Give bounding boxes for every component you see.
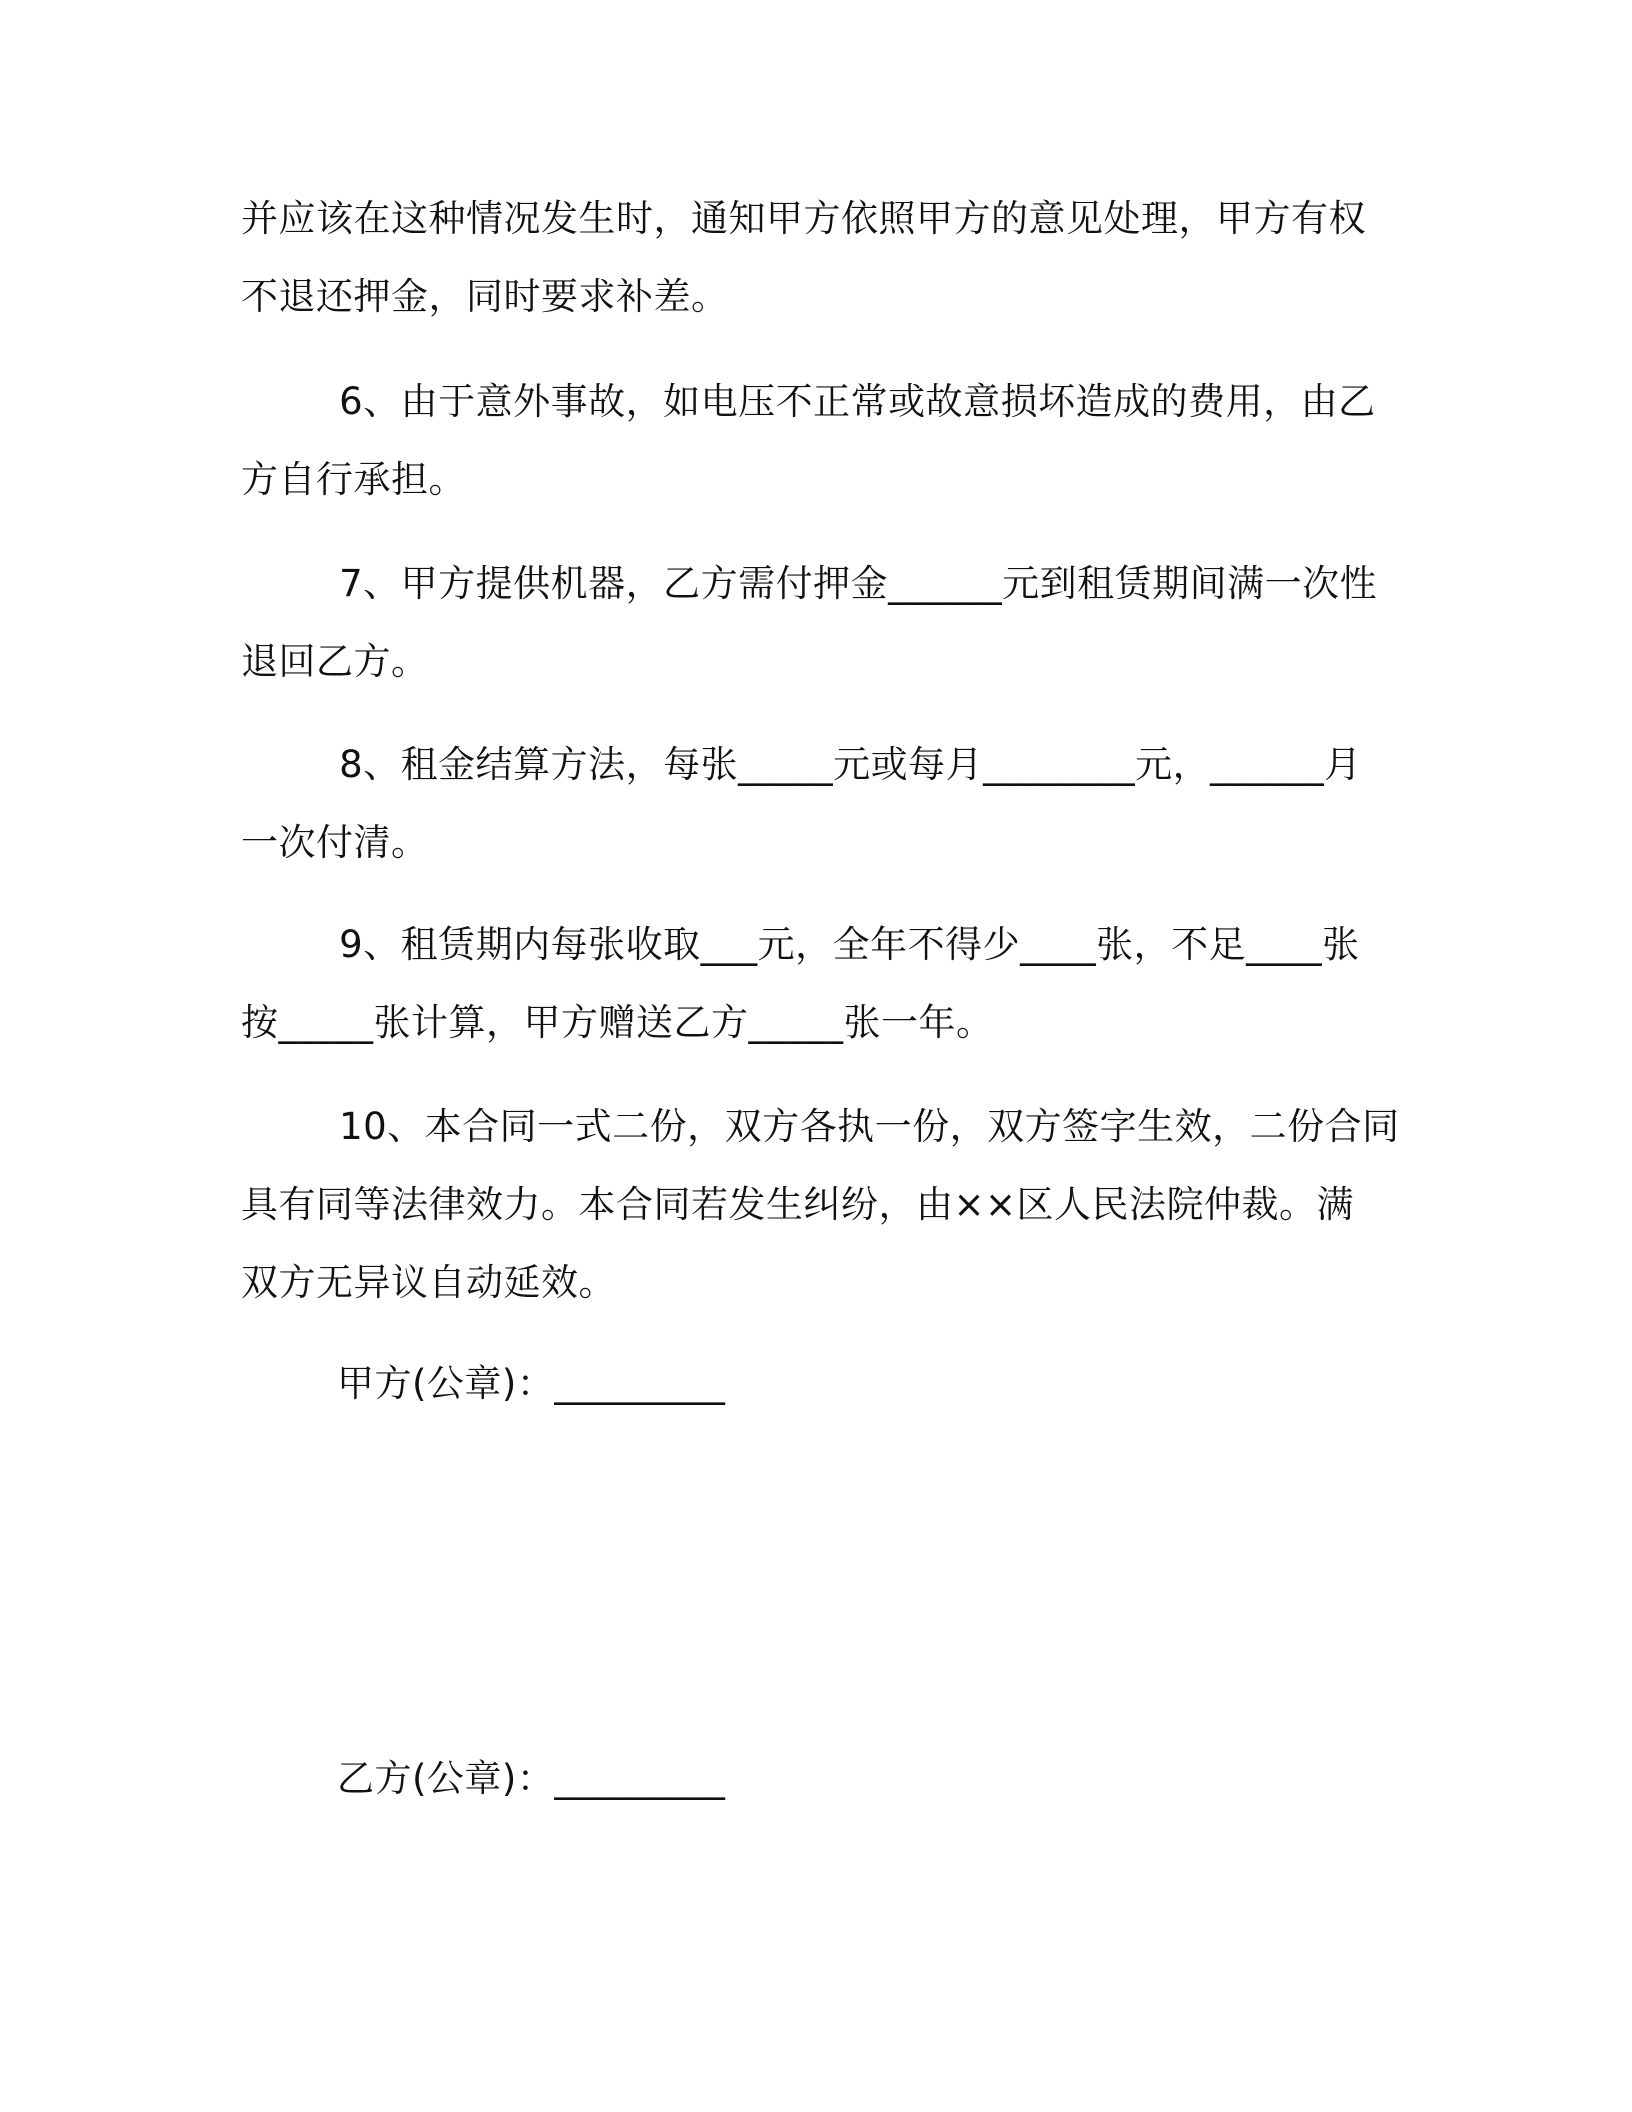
text-line: 7、甲方提供机器，乙方需付押金______元到租赁期间满一次性: [241, 562, 1378, 605]
text-line: 按_____张计算，甲方赠送乙方_____张一年。: [241, 1001, 994, 1044]
signature-party-a: 甲方(公章)：_________: [337, 1362, 726, 1405]
text-line: 6、由于意外事故，如电压不正常或故意损坏造成的费用，由乙: [241, 380, 1376, 423]
clause-9: [241, 906, 1381, 1062]
text-line: 10、本合同一式二份，双方各执一份，双方签字生效，二份合同: [241, 1105, 1400, 1148]
text-line: 并应该在这种情况发生时，通知甲方依照甲方的意见处理，甲方有权: [241, 197, 1366, 240]
text-line: 8、租金结算方法，每张_____元或每月________元，______月: [241, 743, 1362, 786]
text-line: 具有同等法律效力。本合同若发生纠纷，由××区人民法院仲裁。满: [241, 1183, 1355, 1226]
clause-6: [241, 363, 1381, 519]
paragraph-continuation: [241, 180, 1381, 336]
clause-10: [241, 1088, 1400, 1322]
text-line: 9、租赁期内每张收取___元，全年不得少____张，不足____张: [241, 923, 1360, 966]
clause-8: [241, 726, 1381, 882]
text-line: 退回乙方。: [241, 640, 429, 683]
text-line: 双方无异议自动延效。: [241, 1261, 616, 1304]
text-line: 不退还押金，同时要求补差。: [241, 275, 729, 318]
text-line: 方自行承担。: [241, 458, 466, 501]
text-line: 一次付清。: [241, 821, 429, 864]
signature-party-b: 乙方(公章)：_________: [337, 1757, 726, 1800]
clause-7: [241, 545, 1381, 701]
